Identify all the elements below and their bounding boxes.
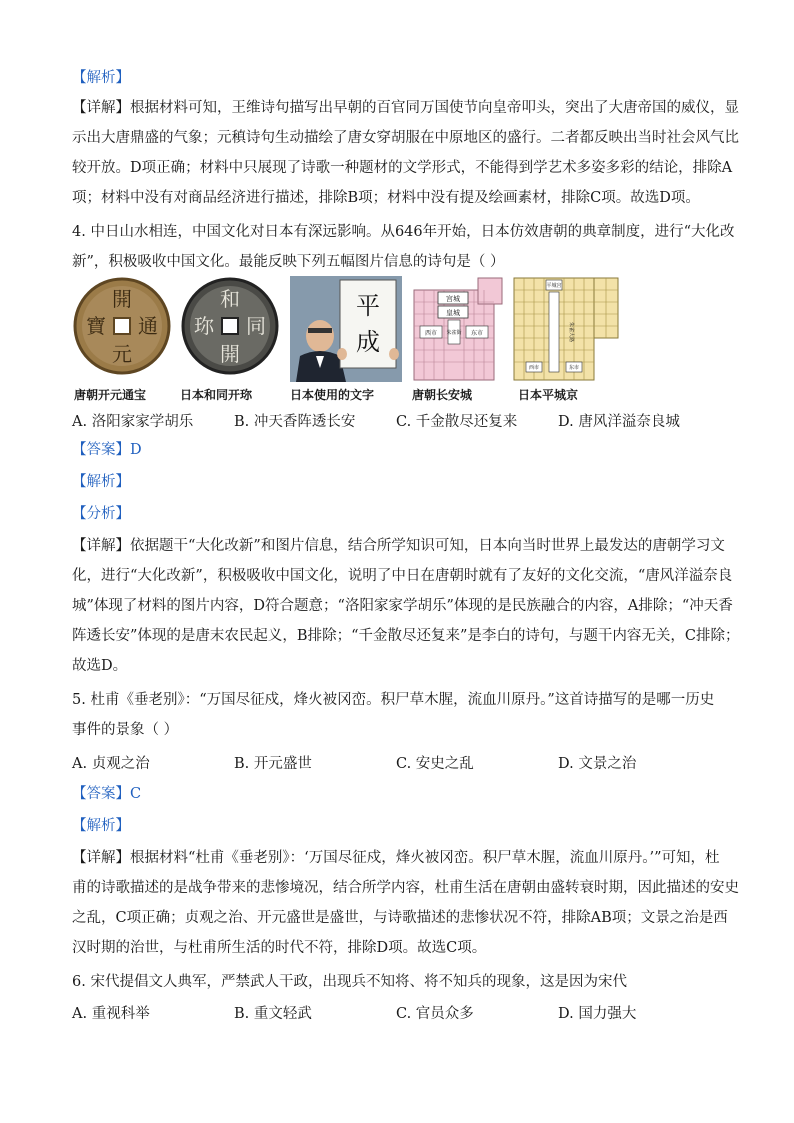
analysis-label: 【解析】 [72,474,130,490]
question-6-options [72,1002,724,1022]
option-c[interactable]: C. 千金散尽还复来 [396,414,518,430]
option-b[interactable]: B. 重文轻武 [234,1006,312,1022]
map-label: 平城宫 [546,283,562,289]
figure-caption: 唐朝长安城 [412,388,473,402]
explanation-line: 【详解】根据材料“杜甫《垂老别》：‘万国尽征戍，烽火被冈峦。积尸草木腥，流血川原丹。’”可知，杜 [72,850,720,866]
question-4-figures [72,276,632,406]
changan-map [412,276,504,402]
option-d[interactable]: D. 唐风洋溢奈良城 [558,414,680,430]
map-label: 朱雀大路 [568,321,574,343]
explanation-line: 【详解】根据材料可知，王维诗句描写出早朝的百官同万国使节向皇帝叩头，突出了大唐帝国的威仪，显 [72,100,739,116]
question-5-text: 事件的景象（ ） [72,722,179,738]
coin-char: 開 [220,342,240,366]
option-c[interactable]: C. 安史之乱 [396,756,474,772]
coin-char: 珎 [194,314,214,338]
coin-char: 同 [246,314,266,338]
coin-icon [180,276,280,376]
answer-label: 【答案】D [72,442,142,458]
question-5-options [72,752,724,772]
map-label: 宫城 [446,295,460,303]
analysis-label: 【解析】 [72,70,130,86]
option-d[interactable]: D. 文景之治 [558,756,637,772]
map-label: 朱雀街 [446,330,462,336]
coin-char: 和 [220,287,240,311]
analysis-subheading: 【分析】 [72,506,130,522]
coin-char: 開 [112,287,132,311]
coin-wadokaichin-image [180,276,280,402]
option-a[interactable]: A. 重视科举 [72,1006,150,1022]
explanation-line: 【详解】依据题干“大化改新”和图片信息，结合所学知识可知，日本向当时世界上最发达的唐朝学习文 [72,538,725,554]
option-d[interactable]: D. 国力强大 [558,1006,637,1022]
question-6-text: 6. 宋代提倡文人典军，严禁武人干政，出现兵不知将、将不知兵的现象，这是因为宋代 [72,974,627,990]
explanation-line: 示出大唐鼎盛的气象；元稹诗句生动描绘了唐女穿胡服在中原地区的盛行。二者都反映出当时社会风气比 [72,130,739,146]
city-map-icon [512,276,622,382]
map-label: 东市 [470,330,484,337]
explanation-line: 之乱，C项正确；贞观之治、开元盛世是盛世，与诗歌描述的悲惨状况不符，排除AB项；文景之治是西 [72,910,728,926]
figure-caption: 日本和同开珎 [180,388,253,402]
explanation-line: 化，进行“大化改新”，积极吸收中国文化，说明了中日在唐朝时就有了友好的文化交流，“唐风洋溢奈良 [72,568,733,584]
coin-char: 元 [112,342,132,366]
coin-char: 通 [138,314,158,338]
explanation-line: 城”体现了材料的图片内容，D符合题意；“洛阳家家学胡乐”体现的是民族融合的内容，A排除；“冲天香 [72,598,733,614]
explanation-line: 较开放。D项正确；材料中只展现了诗歌一种题材的文学形式，不能得到学艺术多姿多彩的结论，排除A [72,160,733,176]
map-label: 西市 [528,365,540,371]
figure-caption: 日本使用的文字 [290,388,375,402]
map-label: 西市 [424,330,438,337]
sign-char: 平 [356,292,380,320]
city-map-icon [412,276,504,382]
heisei-photo [290,276,402,402]
heijokyo-map [512,276,622,402]
figure-caption: 唐朝开元通宝 [74,388,147,402]
question-4-text: 4. 中日山水相连，中国文化对日本有深远影响。从646年开始，日本仿效唐朝的典章制度，进行“大化改 [72,224,735,240]
question-4-options [72,410,724,430]
question-5-text: 5. 杜甫《垂老别》：“万国尽征戍，烽火被冈峦。积尸草木腥，流血川原丹。”这首诗描写的是哪一历史 [72,692,715,708]
coin-icon [72,276,172,376]
sign-char: 成 [356,328,380,356]
explanation-line: 甫的诗歌描述的是战争带来的悲惨境况，结合所学内容，杜甫生活在唐朝由盛转衰时期，因此描述的安史 [72,880,739,896]
explanation-line: 汉时期的治世，与杜甫所生活的时代不符，排除D项。故选C项。 [72,940,487,956]
question-4-text: 新”，积极吸收中国文化。最能反映下列五幅图片信息的诗句是（ ） [72,254,505,270]
map-label: 东市 [568,365,580,371]
explanation-line: 项；材料中没有对商品经济进行描述，排除B项；材料中没有提及绘画素材，排除C项。故选D项。 [72,190,700,206]
explanation-line: 阵透长安”体现的是唐末农民起义，B排除；“千金散尽还复来”是李白的诗句，与题干内容无关，C排除； [72,628,740,644]
map-label: 皇城 [446,309,460,317]
figure-caption: 日本平城京 [518,388,579,402]
explanation-line: 故选D。 [72,658,128,674]
option-a[interactable]: A. 洛阳家家学胡乐 [72,414,194,430]
coin-kaiyuan-image [72,276,172,402]
person-holding-sign-icon [290,276,402,382]
coin-char: 寶 [86,314,106,338]
option-b[interactable]: B. 冲天香阵透长安 [234,414,356,430]
option-b[interactable]: B. 开元盛世 [234,756,312,772]
option-a[interactable]: A. 贞观之治 [72,756,150,772]
option-c[interactable]: C. 官员众多 [396,1006,474,1022]
analysis-label: 【解析】 [72,818,130,834]
answer-label: 【答案】C [72,786,142,802]
